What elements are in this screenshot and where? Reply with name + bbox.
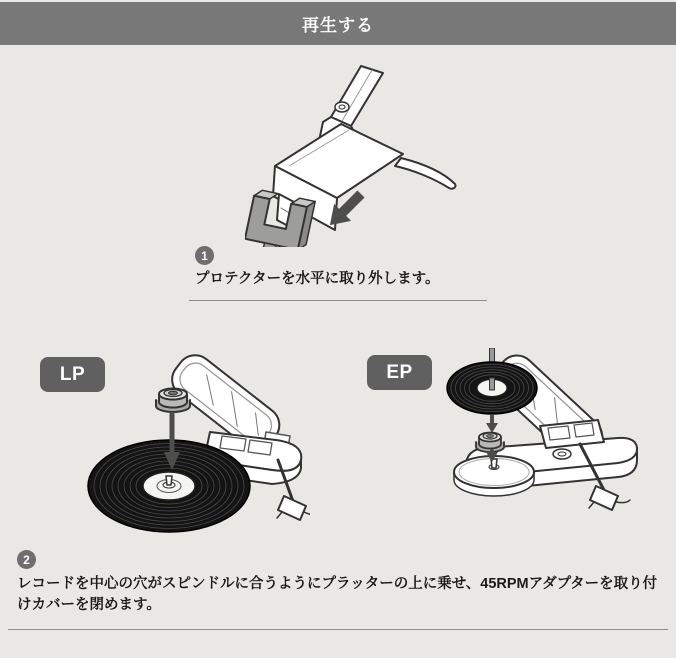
ep-badge: EP bbox=[367, 355, 432, 390]
step-1-text: プロテクターを水平に取り外します。 bbox=[195, 271, 440, 287]
section-title: 再生する bbox=[302, 16, 374, 35]
step-1-number: 1 bbox=[195, 246, 214, 265]
ep-setup-illustration bbox=[428, 348, 663, 543]
lp-setup-illustration bbox=[70, 348, 310, 538]
45rpm-adapter bbox=[476, 433, 504, 453]
step-2 bbox=[17, 550, 667, 616]
step-2-text: レコードを中心の穴がスピンドルに合うようにプラッターの上に乗せ、45RPMアダプターを取り付けカバーを閉めます。 bbox=[17, 576, 658, 613]
divider bbox=[8, 629, 668, 630]
headshell-protector-illustration bbox=[245, 62, 460, 247]
45rpm-adapter bbox=[156, 389, 190, 413]
down-arrow-icon bbox=[486, 416, 498, 433]
platter bbox=[454, 456, 534, 496]
lp-badge: LP bbox=[40, 357, 105, 392]
section-header bbox=[0, 2, 676, 45]
ep-record bbox=[447, 362, 537, 414]
spindle bbox=[166, 476, 172, 485]
step-1 bbox=[195, 246, 495, 290]
cartridge bbox=[278, 496, 306, 520]
cartridge bbox=[590, 486, 618, 510]
divider bbox=[189, 300, 487, 301]
step-2-number: 2 bbox=[17, 550, 36, 569]
finger-lift bbox=[395, 158, 456, 189]
mechanism bbox=[540, 420, 604, 448]
